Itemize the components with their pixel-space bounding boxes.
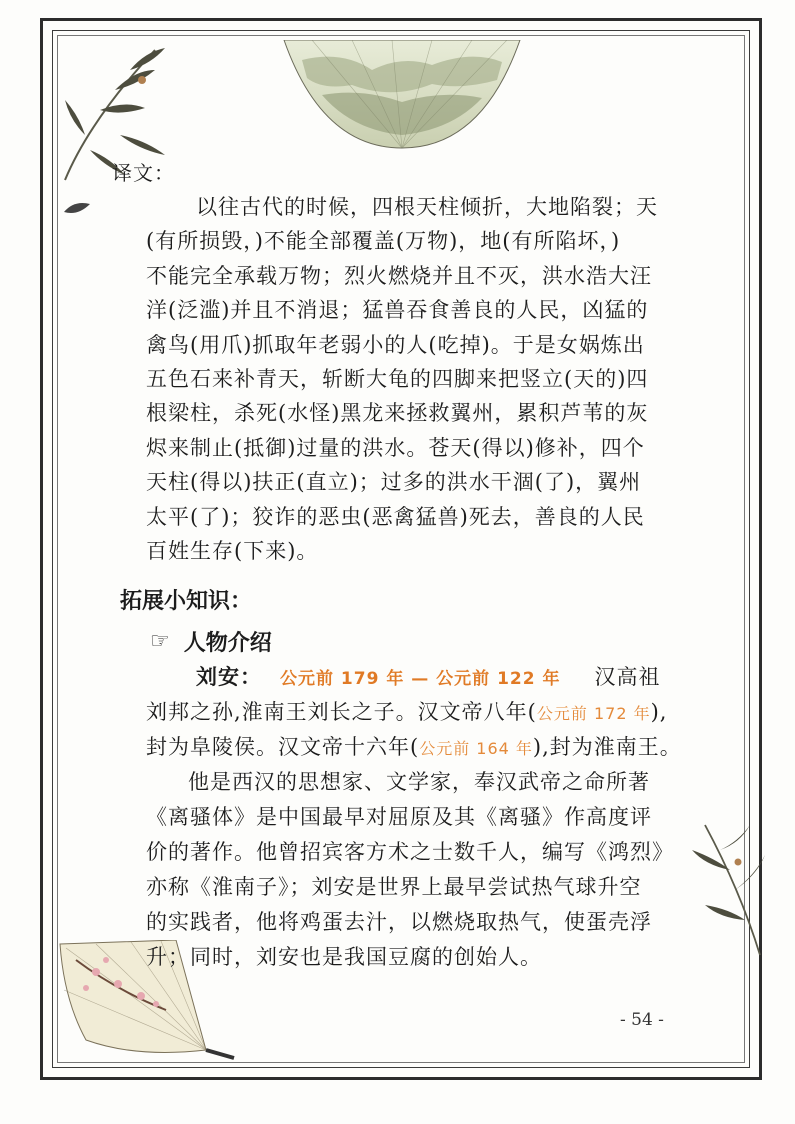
bio-paragraph-line: 价的著作。他曾招宾客方术之士数千人，编写《鸿烈》 [146,840,674,864]
translation-line: 百姓生存(下来)。 [146,538,319,563]
translation-line: 禽鸟(用爪)抓取年老弱小的人(吃掉)。于是女娲炼出 [146,332,645,357]
translation-line: 洋(泛滥)并且不消退；猛兽吞食善良的人民，凶猛的 [146,298,649,323]
bamboo-decoration-right [690,820,770,960]
subsection-title: 人物介绍 [183,631,272,656]
biography-body [146,660,682,975]
translation-line: 根梁柱，杀死(水怪)黑龙来拯救翼州，累积芦苇的灰 [146,401,649,426]
bio-paragraph-line: 的实践者，他将鸡蛋去汁，以燃烧取热气，使蛋壳浮 [146,910,652,934]
page-number: - 54 - [620,1010,664,1030]
bio-text: ), [650,700,668,724]
translation-line: 不能完全承载万物；烈火燃烧并且不灭，洪水浩大汪 [146,263,652,288]
bio-text: 汉高祖 [594,665,661,689]
year-highlight: 公元前 172 年 [536,704,651,723]
bio-text: 刘邦之孙,淮南王刘长之子。汉文帝八年( [146,700,537,724]
bio-paragraph-line: 《离骚体》是中国最早对屈原及其《离骚》作高度评 [146,805,652,829]
translation-line: 烬来制止(抵御)过量的洪水。苍天(得以)修补，四个 [146,435,645,460]
translation-line: 以往古代的时候，四根天柱倾折，大地陷裂；天 [196,195,658,219]
bio-paragraph-line: 他是西汉的思想家、文学家，奉汉武帝之命所著 [188,770,650,794]
ink-stroke-decoration [62,198,92,220]
year-highlight: 公元前 164 年 [419,739,533,758]
translation-line: 五色石来补青天，斩断大龟的四脚来把竖立(天的)四 [146,366,649,391]
bio-paragraph-line: 亦称《淮南子》；刘安是世界上最早尝试热气球升空 [146,875,642,899]
lifespan-dates: 公元前 179 年 — 公元前 122 年 [280,669,561,689]
subsection-heading [150,626,272,657]
translation-line: (有所损毁，)不能全部覆盖(万物)，地(有所陷坏，) [146,229,621,254]
pointing-hand-icon: ☞ [150,629,170,654]
translation-line: 天柱(得以)扶正(直立)；过多的洪水干涸(了)，翼州 [146,470,642,495]
translation-line: 太平(了)；狡诈的恶虫(恶禽猛兽)死去，善良的人民 [146,504,645,529]
landscape-fan-decoration [282,40,522,150]
person-name: 刘安： [196,665,262,689]
section-title: 拓展小知识： [120,589,253,614]
translation-label: 译文： [112,161,175,185]
bio-paragraph-line: 升；同时，刘安也是我国豆腐的创始人。 [146,945,542,969]
bio-text: ),封为淮南王。 [532,735,682,759]
bio-text: 封为阜陵侯。汉文帝十六年( [146,735,420,759]
translation-body [146,190,658,568]
